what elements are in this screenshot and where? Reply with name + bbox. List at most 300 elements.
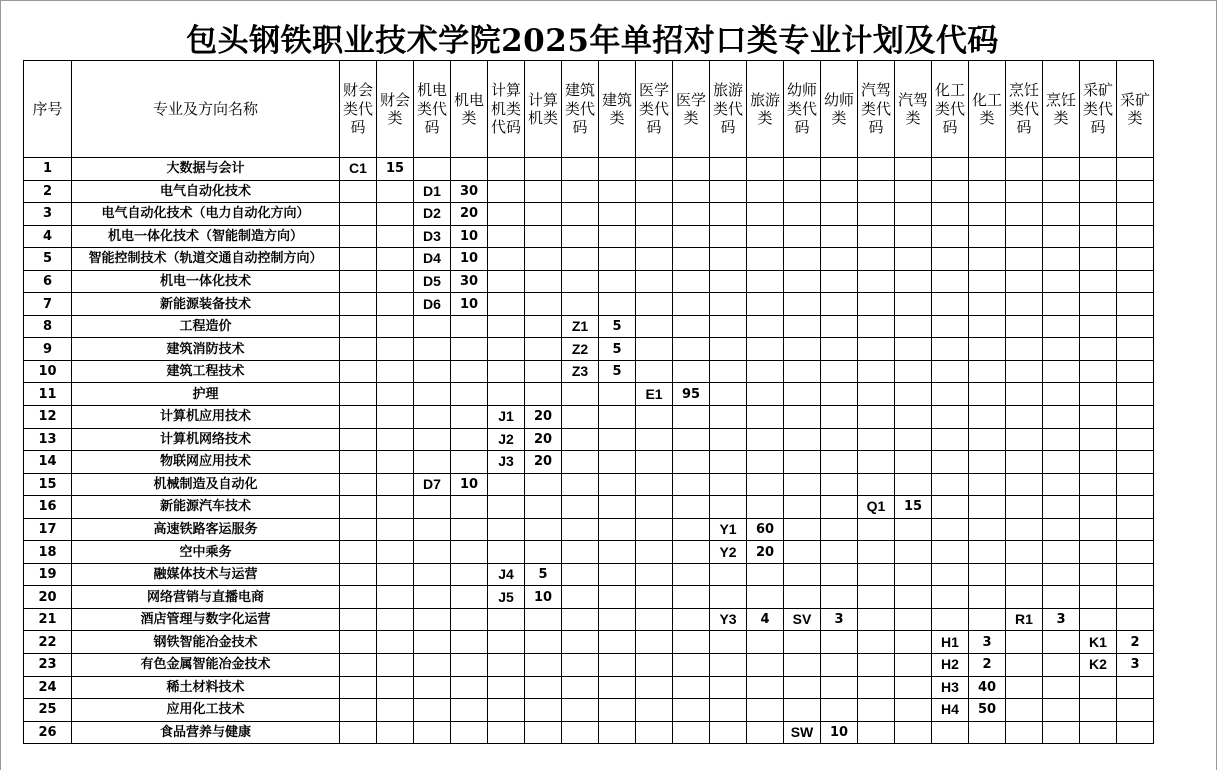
cell-ly-code [710,586,747,609]
cell-ck-code [1080,541,1117,564]
cell-cj [377,338,414,361]
cell-jd [451,699,488,722]
column-header-ck: 采矿类 [1117,61,1154,158]
cell-hg [969,180,1006,203]
table-row [24,586,1154,609]
cell-pr-code [1006,315,1043,338]
cell-jd: 30 [451,180,488,203]
cell-name: 大数据与会计 [72,158,340,181]
cell-name: 机械制造及自动化 [72,473,340,496]
cell-ck-code [1080,451,1117,474]
cell-pr [1043,563,1080,586]
cell-pr-code: R1 [1006,608,1043,631]
cell-no: 16 [24,496,72,519]
cell-yx [673,180,710,203]
cell-ly-code [710,496,747,519]
cell-ck [1117,676,1154,699]
cell-ck-code [1080,608,1117,631]
cell-hg [969,518,1006,541]
cell-qj [895,225,932,248]
cell-cj [377,315,414,338]
cell-pr-code [1006,203,1043,226]
cell-yx [673,158,710,181]
cell-hg-code [932,203,969,226]
cell-cj-code [340,518,377,541]
cell-jd [451,496,488,519]
cell-jz [599,473,636,496]
cell-js-code: J3 [488,451,525,474]
cell-jz-code [562,721,599,744]
cell-jz [599,270,636,293]
table-row [24,158,1154,181]
window-top-border [0,0,1217,1]
cell-js [525,541,562,564]
cell-ys [821,563,858,586]
cell-pr-code [1006,270,1043,293]
column-header-qj: 汽驾类 [895,61,932,158]
cell-jz [599,654,636,677]
cell-jd-code [414,428,451,451]
table-row [24,473,1154,496]
cell-js [525,293,562,316]
table-row [24,203,1154,226]
cell-cj-code [340,406,377,429]
cell-ly-code [710,721,747,744]
table-row [24,721,1154,744]
cell-ck: 2 [1117,631,1154,654]
cell-ck [1117,315,1154,338]
table-row [24,541,1154,564]
cell-qj [895,473,932,496]
cell-js-code: J2 [488,428,525,451]
table-row [24,338,1154,361]
cell-ck-code [1080,315,1117,338]
cell-ys-code [784,360,821,383]
cell-pr-code [1006,451,1043,474]
cell-ly [747,225,784,248]
cell-hg-code [932,563,969,586]
cell-ly [747,293,784,316]
cell-hg [969,315,1006,338]
cell-hg-code: H3 [932,676,969,699]
cell-jz [599,518,636,541]
cell-name: 网络营销与直播电商 [72,586,340,609]
cell-cj [377,473,414,496]
cell-pr-code [1006,293,1043,316]
cell-name: 计算机应用技术 [72,406,340,429]
cell-hg-code [932,518,969,541]
cell-name: 物联网应用技术 [72,451,340,474]
cell-js [525,158,562,181]
cell-qj [895,248,932,271]
cell-jz [599,225,636,248]
cell-qj-code [858,541,895,564]
cell-pr [1043,451,1080,474]
cell-pr-code [1006,383,1043,406]
cell-cj-code [340,180,377,203]
cell-yx-code [636,563,673,586]
cell-ly [747,158,784,181]
cell-js-code [488,158,525,181]
cell-jz: 5 [599,315,636,338]
cell-js [525,518,562,541]
cell-yx [673,203,710,226]
cell-jd-code [414,360,451,383]
cell-name: 有色金属智能冶金技术 [72,654,340,677]
table-row [24,315,1154,338]
cell-hg-code [932,225,969,248]
cell-ys-code [784,203,821,226]
column-header-cj: 财会类 [377,61,414,158]
cell-ck-code [1080,248,1117,271]
cell-ck [1117,406,1154,429]
cell-js-code: J4 [488,563,525,586]
cell-js [525,225,562,248]
cell-ck [1117,338,1154,361]
cell-yx-code [636,496,673,519]
cell-cj-code [340,270,377,293]
cell-js [525,676,562,699]
cell-yx-code [636,518,673,541]
cell-no: 6 [24,270,72,293]
cell-hg-code [932,608,969,631]
cell-ly [747,203,784,226]
cell-yx [673,406,710,429]
cell-ys [821,338,858,361]
cell-no: 18 [24,541,72,564]
cell-ys [821,225,858,248]
cell-pr-code [1006,428,1043,451]
cell-ly-code [710,293,747,316]
cell-ys [821,406,858,429]
cell-jd-code [414,721,451,744]
cell-qj-code [858,563,895,586]
cell-jz [599,293,636,316]
cell-qj [895,428,932,451]
column-header-ly-code: 旅游类代码 [710,61,747,158]
cell-js [525,248,562,271]
cell-hg [969,721,1006,744]
cell-qj [895,180,932,203]
cell-jd [451,158,488,181]
cell-qj [895,158,932,181]
cell-name: 新能源装备技术 [72,293,340,316]
cell-ys-code [784,338,821,361]
cell-qj-code [858,473,895,496]
column-header-ck-code: 采矿类代码 [1080,61,1117,158]
cell-name: 空中乘务 [72,541,340,564]
cell-yx [673,586,710,609]
cell-js-code [488,248,525,271]
cell-jd-code [414,676,451,699]
cell-name: 工程造价 [72,315,340,338]
cell-jd [451,676,488,699]
enrollment-plan-table [23,60,1154,744]
cell-ck-code [1080,338,1117,361]
cell-ck [1117,225,1154,248]
cell-hg [969,428,1006,451]
cell-pr [1043,270,1080,293]
cell-ly-code: Y3 [710,608,747,631]
cell-no: 13 [24,428,72,451]
cell-name: 酒店管理与数字化运营 [72,608,340,631]
cell-js-code [488,180,525,203]
cell-yx-code [636,541,673,564]
cell-ly-code [710,428,747,451]
cell-jd-code: D3 [414,225,451,248]
cell-ck-code [1080,360,1117,383]
table-row [24,518,1154,541]
cell-hg [969,541,1006,564]
cell-cj [377,518,414,541]
cell-jd-code [414,631,451,654]
cell-hg [969,158,1006,181]
cell-ck [1117,518,1154,541]
cell-js: 5 [525,563,562,586]
cell-cj [377,203,414,226]
cell-no: 20 [24,586,72,609]
cell-pr-code [1006,699,1043,722]
cell-ly [747,496,784,519]
cell-ck-code [1080,293,1117,316]
cell-ck [1117,383,1154,406]
cell-pr [1043,473,1080,496]
cell-jz-code [562,608,599,631]
column-header-jz-code: 建筑类代码 [562,61,599,158]
cell-ys: 3 [821,608,858,631]
cell-qj [895,654,932,677]
cell-ly [747,315,784,338]
cell-ck [1117,541,1154,564]
cell-hg: 40 [969,676,1006,699]
cell-hg-code [932,338,969,361]
cell-cj-code [340,428,377,451]
cell-jd-code: D2 [414,203,451,226]
cell-ly [747,654,784,677]
cell-pr-code [1006,248,1043,271]
cell-ys [821,676,858,699]
cell-pr [1043,248,1080,271]
cell-pr-code [1006,360,1043,383]
cell-ck-code [1080,676,1117,699]
cell-ys-code [784,586,821,609]
cell-pr [1043,586,1080,609]
cell-qj-code: Q1 [858,496,895,519]
cell-pr-code [1006,473,1043,496]
cell-hg [969,406,1006,429]
cell-jz [599,428,636,451]
cell-ly-code [710,406,747,429]
cell-ys-code [784,180,821,203]
cell-no: 10 [24,360,72,383]
cell-ck-code [1080,473,1117,496]
cell-hg [969,225,1006,248]
cell-jd-code [414,338,451,361]
cell-js: 20 [525,406,562,429]
cell-hg-code [932,721,969,744]
cell-jd-code [414,563,451,586]
cell-jz-code [562,541,599,564]
cell-jd [451,654,488,677]
cell-jd [451,721,488,744]
cell-hg-code [932,248,969,271]
table-row [24,406,1154,429]
table-row [24,563,1154,586]
cell-yx-code [636,608,673,631]
cell-yx [673,473,710,496]
cell-pr-code [1006,180,1043,203]
cell-ck-code [1080,270,1117,293]
cell-cj [377,383,414,406]
cell-qj [895,518,932,541]
cell-jz [599,203,636,226]
cell-yx [673,315,710,338]
table-row [24,248,1154,271]
cell-ys [821,180,858,203]
cell-pr [1043,338,1080,361]
cell-qj [895,293,932,316]
cell-hg-code: H4 [932,699,969,722]
cell-cj [377,270,414,293]
cell-pr [1043,496,1080,519]
cell-pr [1043,676,1080,699]
cell-qj-code [858,676,895,699]
cell-ys [821,203,858,226]
cell-jd [451,518,488,541]
cell-qj [895,203,932,226]
cell-jz-code [562,473,599,496]
cell-no: 4 [24,225,72,248]
cell-jz [599,721,636,744]
cell-qj [895,699,932,722]
cell-ly [747,451,784,474]
column-header-cj-code: 财会类代码 [340,61,377,158]
cell-name: 机电一体化技术 [72,270,340,293]
cell-ys [821,248,858,271]
cell-ly-code [710,158,747,181]
cell-no: 8 [24,315,72,338]
cell-jz-code: Z1 [562,315,599,338]
cell-yx-code [636,248,673,271]
cell-js-code [488,699,525,722]
cell-jd-code: D1 [414,180,451,203]
cell-cj-code [340,203,377,226]
cell-name: 智能控制技术（轨道交通自动控制方向） [72,248,340,271]
cell-jz-code [562,586,599,609]
cell-ck [1117,451,1154,474]
cell-ly-code [710,676,747,699]
cell-hg-code [932,270,969,293]
cell-hg-code [932,315,969,338]
cell-no: 17 [24,518,72,541]
cell-cj [377,225,414,248]
cell-ly-code: Y1 [710,518,747,541]
cell-ys-code [784,406,821,429]
cell-ys-code [784,541,821,564]
cell-hg [969,586,1006,609]
table-row [24,496,1154,519]
cell-qj [895,721,932,744]
cell-yx-code [636,676,673,699]
cell-hg [969,203,1006,226]
cell-no: 19 [24,563,72,586]
cell-pr-code [1006,563,1043,586]
cell-ly-code [710,248,747,271]
cell-ly-code [710,473,747,496]
cell-qj-code [858,203,895,226]
cell-js-code [488,496,525,519]
cell-qj-code [858,428,895,451]
cell-ck-code [1080,428,1117,451]
table-row [24,180,1154,203]
cell-pr-code [1006,586,1043,609]
cell-qj [895,383,932,406]
cell-js-code [488,315,525,338]
cell-pr-code [1006,158,1043,181]
cell-cj-code: C1 [340,158,377,181]
column-header-yx: 医学类 [673,61,710,158]
cell-ck [1117,699,1154,722]
cell-js-code [488,360,525,383]
cell-pr [1043,721,1080,744]
cell-no: 24 [24,676,72,699]
cell-ck [1117,360,1154,383]
cell-qj: 15 [895,496,932,519]
cell-hg [969,451,1006,474]
cell-jz-code [562,203,599,226]
cell-ck [1117,496,1154,519]
cell-cj [377,496,414,519]
cell-ly-code [710,270,747,293]
cell-ly-code [710,631,747,654]
cell-ys [821,699,858,722]
cell-hg-code [932,158,969,181]
column-header-ly: 旅游类 [747,61,784,158]
cell-qj-code [858,586,895,609]
cell-qj [895,631,932,654]
cell-ck [1117,270,1154,293]
cell-ly-code [710,451,747,474]
cell-yx-code: E1 [636,383,673,406]
cell-cj-code [340,608,377,631]
cell-ys [821,496,858,519]
cell-yx [673,225,710,248]
cell-ly-code [710,699,747,722]
cell-jd: 30 [451,270,488,293]
cell-hg [969,496,1006,519]
cell-js [525,203,562,226]
cell-jd-code [414,541,451,564]
cell-ck-code [1080,158,1117,181]
cell-pr-code [1006,721,1043,744]
cell-qj-code [858,451,895,474]
cell-jd [451,451,488,474]
cell-name: 建筑消防技术 [72,338,340,361]
cell-cj [377,406,414,429]
cell-jz [599,451,636,474]
cell-pr [1043,631,1080,654]
cell-jz-code [562,631,599,654]
cell-qj [895,270,932,293]
cell-jz-code [562,654,599,677]
cell-cj-code [340,654,377,677]
cell-name: 计算机网络技术 [72,428,340,451]
cell-cj [377,180,414,203]
cell-ys [821,158,858,181]
column-header-name: 专业及方向名称 [72,61,340,158]
cell-qj [895,541,932,564]
cell-cj-code [340,315,377,338]
